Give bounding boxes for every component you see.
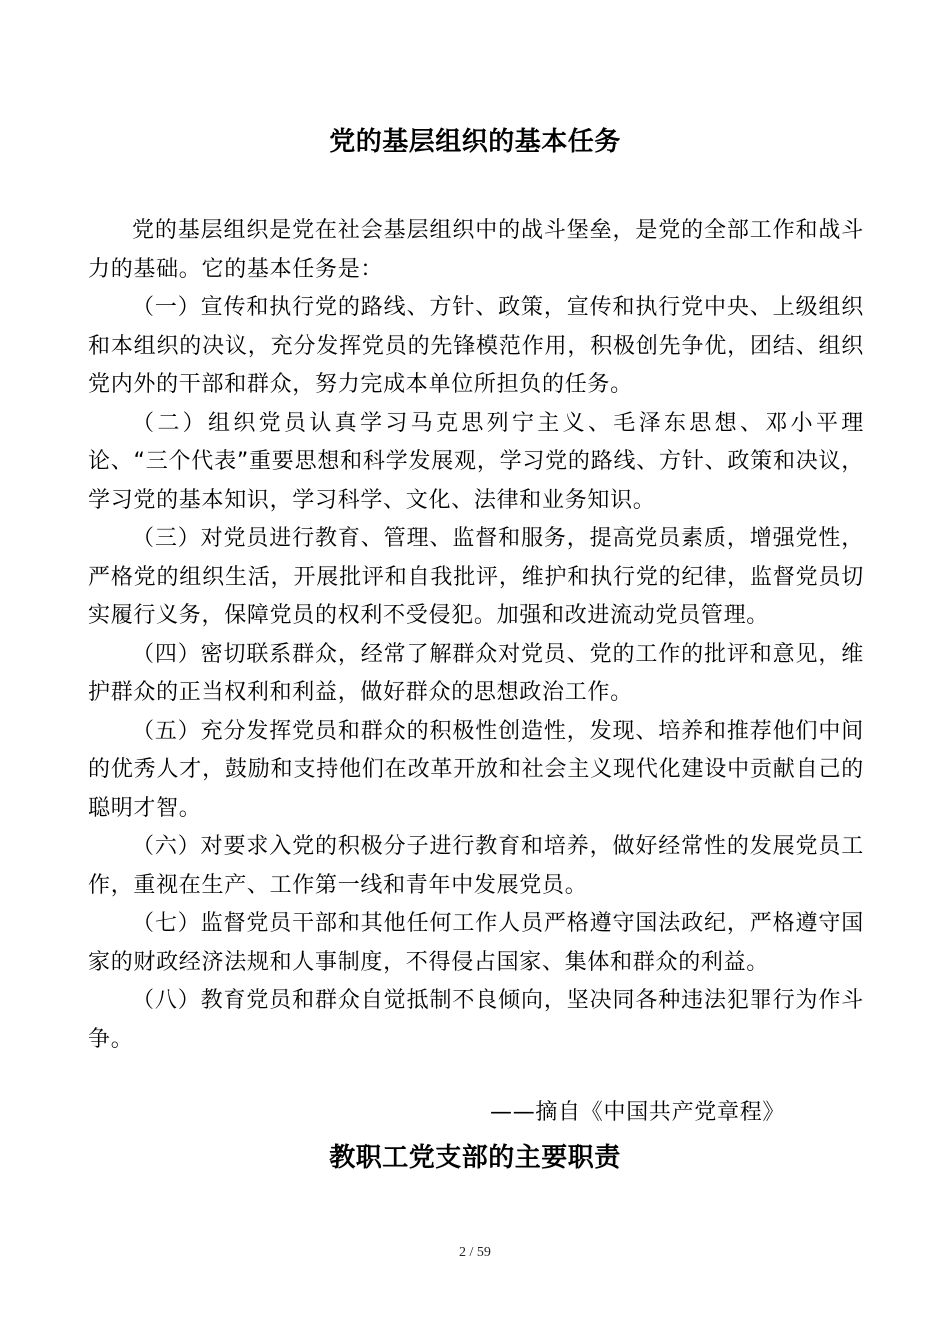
next-section-title: 教职工党支部的主要职责	[329, 1143, 621, 1173]
paragraph-task-3: （三）对党员进行教育、管理、监督和服务，提高党员素质，增强党性，严格党的组织生活，开展批评和自我批评，维护和执行党的纪律，监督党员切实履行义务，保障党员的权利不受侵犯。加强和改进流动党员管理。	[88, 526, 864, 628]
page-number: 2 / 59	[459, 1245, 491, 1260]
source-attribution: ——摘自《中国共产党章程》	[490, 1100, 786, 1125]
document-body	[88, 212, 864, 1059]
paragraph-task-8: （八）教育党员和群众自觉抵制不良倾向，坚决同各种违法犯罪行为作斗争。	[88, 988, 864, 1052]
paragraph-task-6: （六）对要求入党的积极分子进行教育和培养，做好经常性的发展党员工作，重视在生产、工作第一线和青年中发展党员。	[88, 834, 864, 898]
paragraph-intro: 党的基层组织是党在社会基层组织中的战斗堡垒，是党的全部工作和战斗力的基础。它的基本任务是：	[88, 218, 864, 282]
paragraph-task-4: （四）密切联系群众，经常了解群众对党员、党的工作的批评和意见，维护群众的正当权利和利益，做好群众的思想政治工作。	[88, 641, 864, 705]
section-title: 党的基层组织的基本任务	[329, 127, 621, 157]
paragraph-task-5: （五）充分发挥党员和群众的积极性创造性，发现、培养和推荐他们中间的优秀人才，鼓励和支持他们在改革开放和社会主义现代化建设中贡献自己的聪明才智。	[88, 718, 864, 821]
paragraph-task-1: （一）宣传和执行党的路线、方针、政策，宣传和执行党中央、上级组织和本组织的决议，充分发挥党员的先锋模范作用，积极创先争优，团结、组织党内外的干部和群众，努力完成本单位所担负的任务。	[88, 295, 864, 397]
paragraph-task-2: （二）组织党员认真学习马克思列宁主义、毛泽东思想、邓小平理论、“三个代表”重要思想和科学发展观，学习党的路线、方针、政策和决议，学习党的基本知识，学习科学、文化、法律和业务知识。	[88, 410, 864, 513]
paragraph-task-7: （七）监督党员干部和其他任何工作人员严格遵守国法政纪，严格遵守国家的财政经济法规和人事制度，不得侵占国家、集体和群众的利益。	[88, 911, 864, 975]
